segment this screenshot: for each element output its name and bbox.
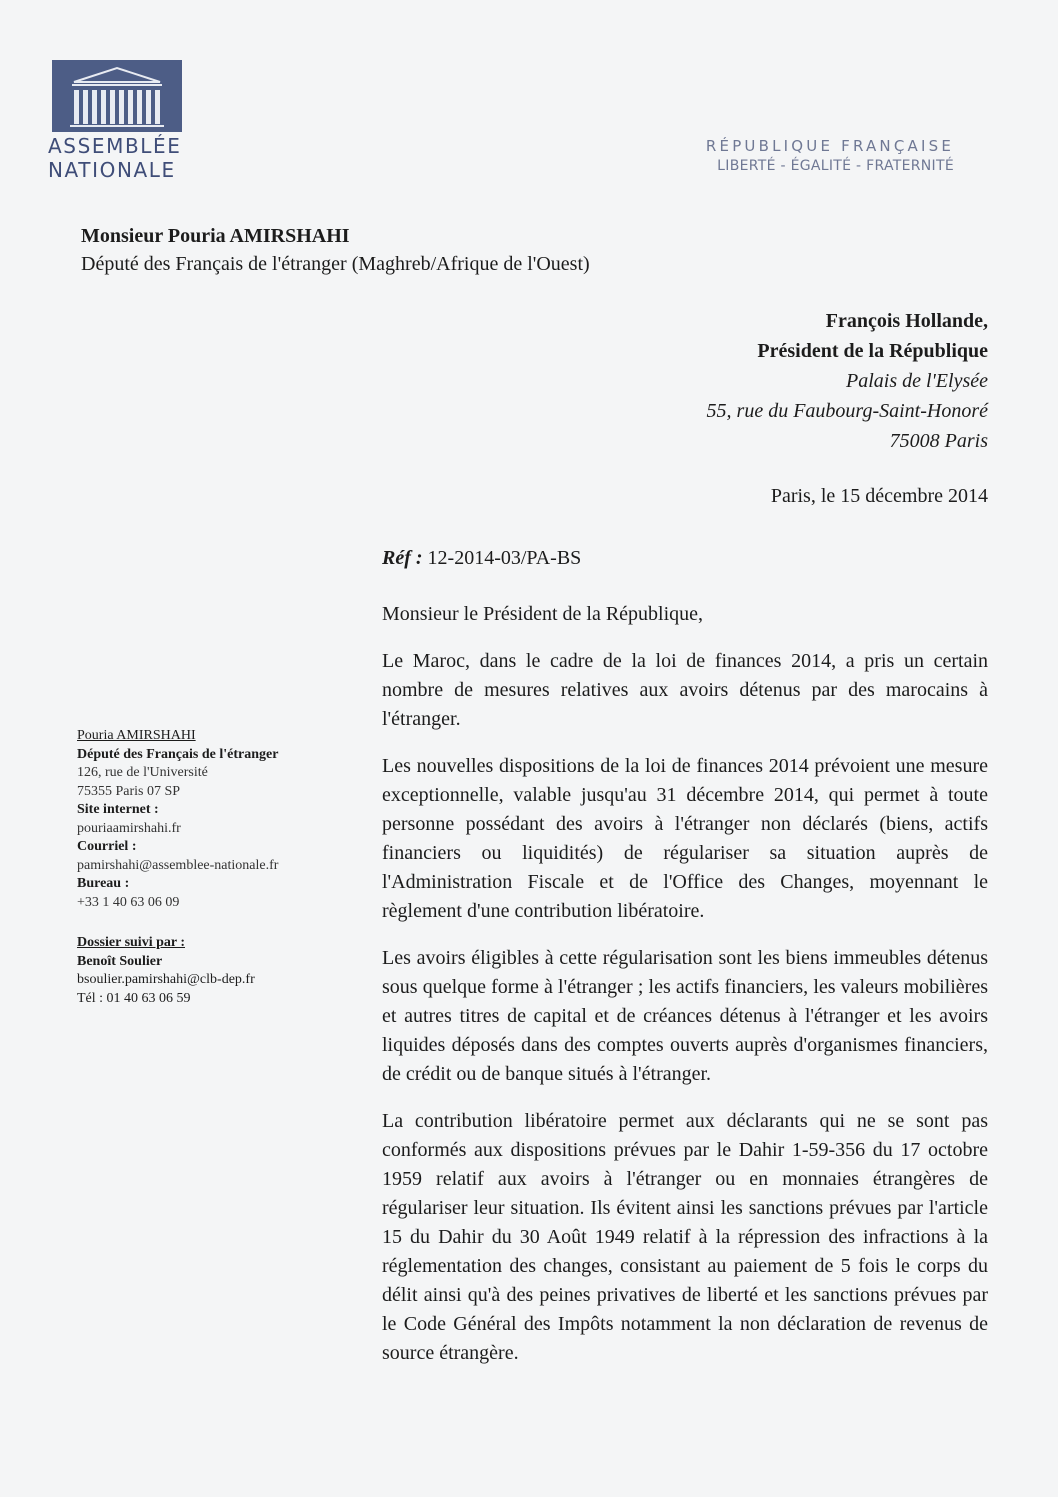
sidebar-followed-mail: bsoulier.pamirshahi@clb-dep.fr [77,972,255,987]
sender-title: Député des Français de l'étranger (Maghreb/Afrique de l'Ouest) [81,253,590,275]
paragraph-3: Les avoirs éligibles à cette régularisation sont les biens immeubles détenus sous quelque forme à l'étranger ; les actifs financiers, les valeurs mobilières et autres titres de capital et de créances détenus à l'étranger et les avoirs liquides déposés dans des comptes ouverts auprès d'organismes financiers, de crédit ou de banque situés à l'étranger. [382,947,988,1085]
sidebar-city: 75355 Paris 07 SP [77,783,181,799]
republic-motto: LIBERTÉ - ÉGALITÉ - FRATERNITÉ [717,158,954,174]
sender-contact-sidebar [77,727,357,1008]
recipient-title: Président de la République [757,340,988,362]
sidebar-office-label: Bureau : [77,876,130,891]
logo-line-2: NATIONALE [48,158,176,182]
sidebar-followed-label: Dossier suivi par : [77,935,185,950]
sidebar-followed-phone: Tél : 01 40 63 06 59 [77,990,191,1006]
sidebar-street: 126, rue de l'Université [77,765,208,780]
sidebar-followed-name: Benoît Soulier [77,953,163,969]
paragraph-1: Le Maroc, dans le cadre de la loi de finances 2014, a pris un certain nombre de mesures relatives aux avoirs détenus par des marocains à l'étranger. [382,650,988,730]
assemblee-logo [48,60,184,180]
sidebar-title: Député des Français de l'étranger [77,746,279,762]
sidebar-office-phone: +33 1 40 63 06 09 [77,894,180,910]
paragraph-4: La contribution libératoire permet aux déclarants qui ne se sont pas conformés aux dispositions prévues par le Dahir 1-59-356 du 17 octobre 1959 relatif aux avoirs à l'étranger ou en monnaies étrangères de régulariser leur situation. Ils évitent ainsi les sanctions prévues par l'article 15 du Dahir du 30 Août 1949 relatif à la répression des infractions à la réglementation des changes, consistant au paiement de 5 fois le corps du délit ainsi qu'à des peines privatives de liberté et les sanctions prévues par le Code Général des Impôts notamment la non déclaration de revenus de source étrangère. [382,1110,988,1364]
letter-body [382,600,988,1386]
sidebar-mail: pamirshahi@assemblee-nationale.fr [77,857,279,873]
sender-block [81,222,590,278]
republic-title: RÉPUBLIQUE FRANÇAISE [705,137,954,155]
republic-header [706,136,954,176]
recipient-block [707,306,988,456]
sender-name: Monsieur Pouria AMIRSHAHI [81,225,350,247]
sidebar-name: Pouria AMIRSHAHI [77,728,196,743]
greeting: Monsieur le Président de la République, [382,603,704,625]
recipient-address-1: Palais de l'Elysée [845,370,988,392]
recipient-address-2: 55, rue du Faubourg-Saint-Honoré [706,400,988,422]
recipient-name: François Hollande, [825,310,988,332]
sidebar-site-label: Site internet : [77,802,159,817]
sidebar-mail-label: Courriel : [77,839,137,854]
reference [382,544,581,572]
letter-date: Paris, le 15 décembre 2014 [770,485,988,507]
reference-value: 12-2014-03/PA-BS [427,547,582,569]
logo-line-1: ASSEMBLÉE [48,134,182,158]
reference-label: Réf : [382,547,423,569]
sidebar-site: pouriaamirshahi.fr [77,820,181,836]
assemblee-building-icon [52,60,182,132]
recipient-address-3: 75008 Paris [889,430,988,452]
paragraph-2: Les nouvelles dispositions de la loi de finances 2014 prévoient une mesure exceptionnelle, valable jusqu'au 31 décembre 2014, qui permet à toute personne possédant des avoirs à l'étranger non déclarés (biens, actifs financiers ou liquidités) de régulariser sa situation auprès de l'Administration Fiscale et de l'Office des Changes, moyennant le règlement d'une contribution libératoire. [382,755,988,922]
